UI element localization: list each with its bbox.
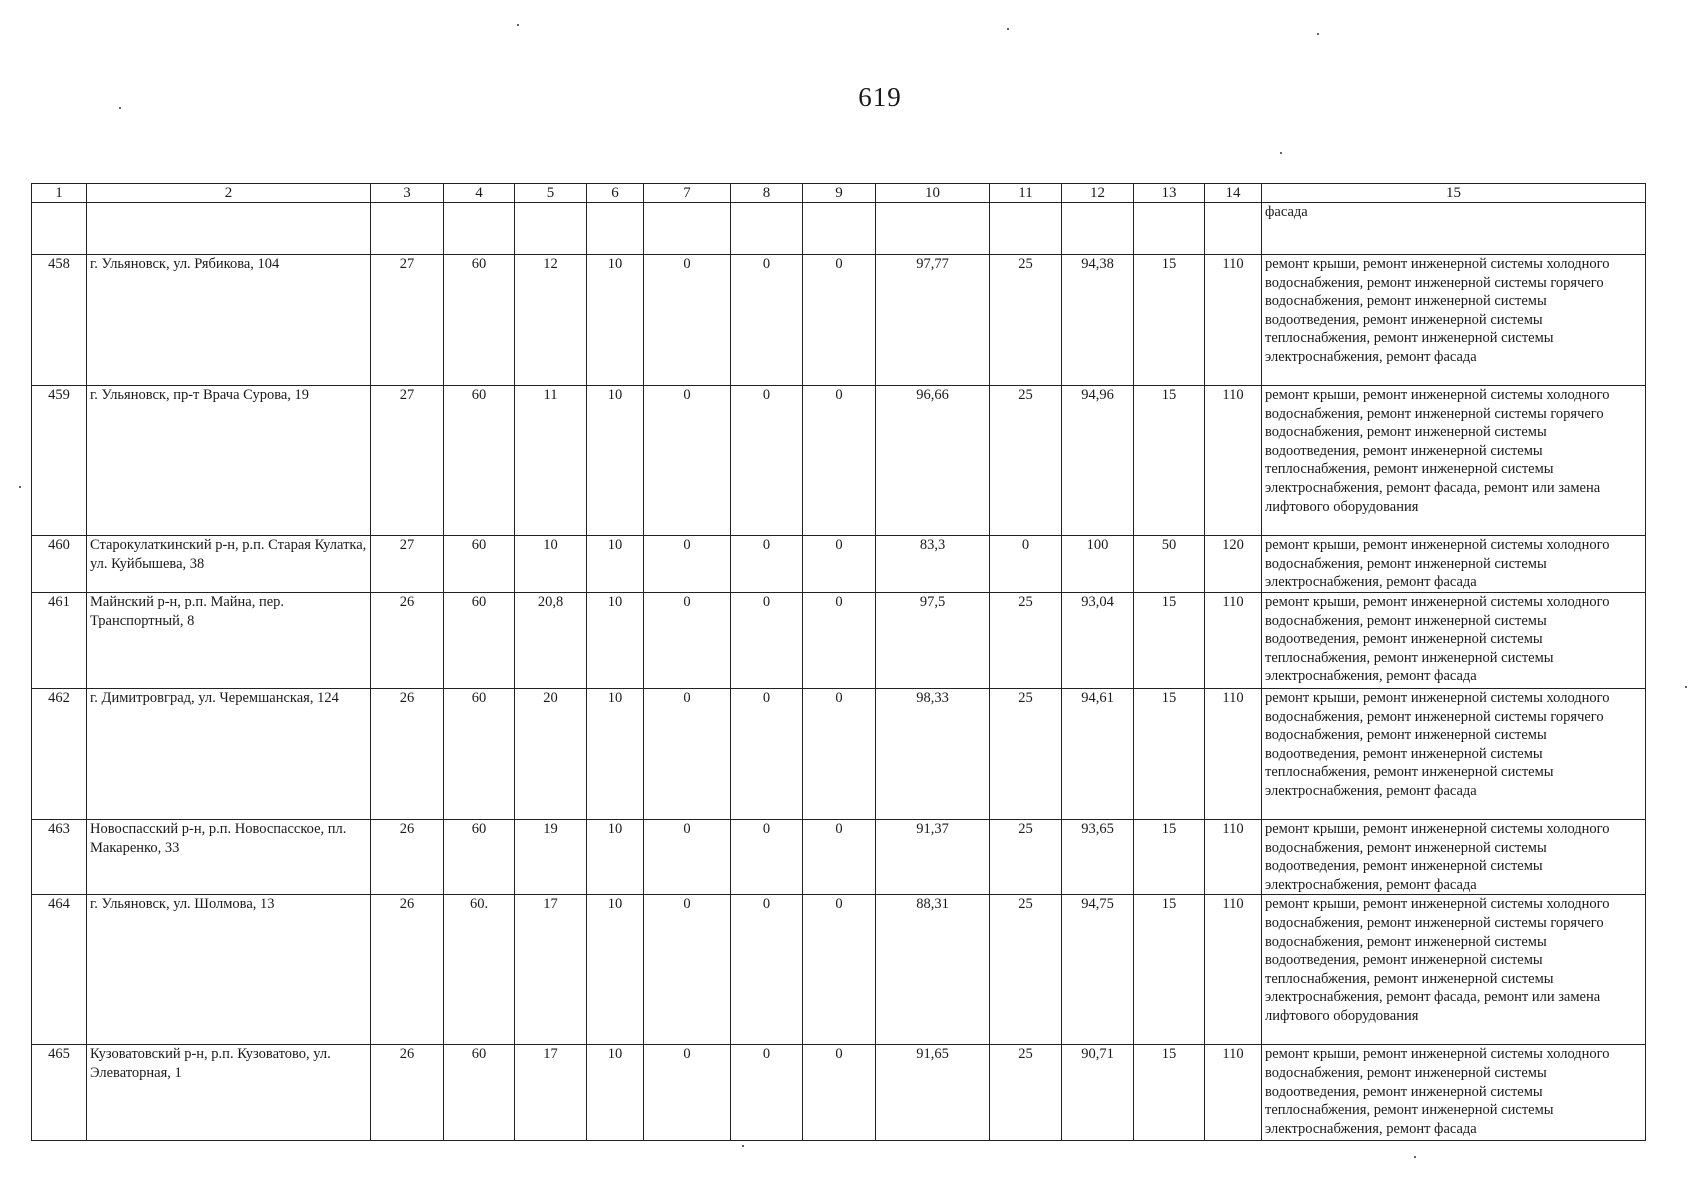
- col-8-cell: 0: [731, 255, 803, 386]
- col-6-cell: 10: [587, 820, 644, 895]
- col-13-cell: 15: [1134, 895, 1205, 1045]
- col-9-cell: 0: [803, 689, 876, 820]
- table-row: [32, 689, 1646, 820]
- col-5-cell: 17: [515, 895, 587, 1045]
- column-number: 4: [444, 184, 515, 203]
- col-11-cell: 25: [990, 593, 1062, 689]
- col-3-cell: 27: [371, 255, 444, 386]
- col-4-cell: 60: [444, 689, 515, 820]
- col-4-cell: 60: [444, 1045, 515, 1141]
- scan-speck: [19, 486, 21, 488]
- col-3-cell: 26: [371, 1045, 444, 1141]
- col-6-cell: 10: [587, 593, 644, 689]
- col-8-cell: 0: [731, 1045, 803, 1141]
- col-10-cell: 98,33: [876, 689, 990, 820]
- col-7-cell: 0: [644, 386, 731, 536]
- column-number: 1: [32, 184, 87, 203]
- col-9-cell: 0: [803, 895, 876, 1045]
- column-number: 12: [1062, 184, 1134, 203]
- column-number-row: [32, 184, 1646, 203]
- col-10-cell: 83,3: [876, 536, 990, 593]
- col-12-cell: 94,38: [1062, 255, 1134, 386]
- col-6-cell: 10: [587, 536, 644, 593]
- col-12-cell: 93,04: [1062, 593, 1134, 689]
- col-12-cell: 94,96: [1062, 386, 1134, 536]
- col-3-cell: 26: [371, 820, 444, 895]
- repair-works-cell: ремонт крыши, ремонт инженерной системы холодного водоснабжения, ремонт инженерной системы горячего водоснабжения, ремонт инженерной системы водоотведения, ремонт инженерной системы теплоснабжения, ремонт инженерной системы электроснабжения, ремонт фасада: [1262, 255, 1646, 386]
- col-9-cell: 0: [803, 593, 876, 689]
- col-6-cell: 10: [587, 895, 644, 1045]
- col-10-cell: 88,31: [876, 895, 990, 1045]
- col-7-cell: 0: [644, 593, 731, 689]
- table-row: [32, 1045, 1646, 1141]
- col-12-cell: 93,65: [1062, 820, 1134, 895]
- col-7-cell: 0: [644, 1045, 731, 1141]
- column-number: 15: [1262, 184, 1646, 203]
- col-9-cell: 0: [803, 255, 876, 386]
- row-number-cell: 461: [32, 593, 87, 689]
- col-12-cell: 90,71: [1062, 1045, 1134, 1141]
- table-row: [32, 820, 1646, 895]
- col-10-cell: 96,66: [876, 386, 990, 536]
- address-cell: Кузоватовский р-н, р.п. Кузоватово, ул. Элеваторная, 1: [87, 1045, 371, 1141]
- col-13-cell: 15: [1134, 386, 1205, 536]
- col-12-cell: 94,75: [1062, 895, 1134, 1045]
- col-5-cell: 12: [515, 255, 587, 386]
- col-13-cell: 15: [1134, 689, 1205, 820]
- continuation-row: [32, 203, 1646, 255]
- col-11-cell: 25: [990, 820, 1062, 895]
- col-11-cell: 25: [990, 386, 1062, 536]
- row-number-cell: 460: [32, 536, 87, 593]
- col-8-cell: 0: [731, 689, 803, 820]
- table-row: [32, 895, 1646, 1045]
- col-6-cell: 10: [587, 386, 644, 536]
- col-5-cell: 20,8: [515, 593, 587, 689]
- column-number: 14: [1205, 184, 1262, 203]
- scan-speck: [1280, 152, 1282, 154]
- col-3-cell: 26: [371, 895, 444, 1045]
- repair-works-cell: ремонт крыши, ремонт инженерной системы холодного водоснабжения, ремонт инженерной системы электроснабжения, ремонт фасада: [1262, 536, 1646, 593]
- col-14-cell: 110: [1205, 1045, 1262, 1141]
- col-4-cell: 60: [444, 255, 515, 386]
- col-11-cell: 0: [990, 536, 1062, 593]
- scan-speck: [517, 24, 519, 26]
- col-5-cell: 20: [515, 689, 587, 820]
- table-row: [32, 255, 1646, 386]
- col-14-cell: 110: [1205, 386, 1262, 536]
- col-7-cell: 0: [644, 255, 731, 386]
- row-number-cell: 465: [32, 1045, 87, 1141]
- col-6-cell: 10: [587, 1045, 644, 1141]
- scan-speck: [742, 1145, 744, 1147]
- col-11-cell: 25: [990, 895, 1062, 1045]
- column-number: 3: [371, 184, 444, 203]
- repair-program-table: [31, 183, 1646, 1141]
- col-14-cell: 120: [1205, 536, 1262, 593]
- continuation-text: фасада: [1262, 203, 1646, 255]
- repair-works-cell: ремонт крыши, ремонт инженерной системы холодного водоснабжения, ремонт инженерной системы горячего водоснабжения, ремонт инженерной системы водоотведения, ремонт инженерной системы теплоснабжения, ремонт инженерной системы электроснабжения, ремонт фасада, ремонт или замена лифтового оборудования: [1262, 895, 1646, 1045]
- col-3-cell: 26: [371, 689, 444, 820]
- address-cell: Старокулаткинский р-н, р.п. Старая Кулатка, ул. Куйбышева, 38: [87, 536, 371, 593]
- row-number-cell: 463: [32, 820, 87, 895]
- col-4-cell: 60: [444, 820, 515, 895]
- column-number: 8: [731, 184, 803, 203]
- col-7-cell: 0: [644, 820, 731, 895]
- repair-works-cell: ремонт крыши, ремонт инженерной системы холодного водоснабжения, ремонт инженерной системы водоотведения, ремонт инженерной системы электроснабжения, ремонт фасада: [1262, 820, 1646, 895]
- col-14-cell: 110: [1205, 689, 1262, 820]
- col-11-cell: 25: [990, 1045, 1062, 1141]
- repair-works-cell: ремонт крыши, ремонт инженерной системы холодного водоснабжения, ремонт инженерной системы горячего водоснабжения, ремонт инженерной системы водоотведения, ремонт инженерной системы теплоснабжения, ремонт инженерной системы электроснабжения, ремонт фасада, ремонт или замена лифтового оборудования: [1262, 386, 1646, 536]
- page-number: 619: [858, 82, 902, 112]
- col-7-cell: 0: [644, 895, 731, 1045]
- col-4-cell: 60.: [444, 895, 515, 1045]
- address-cell: Майнский р-н, р.п. Майна, пер. Транспортный, 8: [87, 593, 371, 689]
- scan-speck: [1317, 33, 1319, 35]
- col-8-cell: 0: [731, 820, 803, 895]
- column-number: 7: [644, 184, 731, 203]
- col-12-cell: 100: [1062, 536, 1134, 593]
- col-14-cell: 110: [1205, 820, 1262, 895]
- col-6-cell: 10: [587, 255, 644, 386]
- col-10-cell: 97,77: [876, 255, 990, 386]
- scan-speck: [1685, 686, 1687, 688]
- scan-speck: [119, 107, 121, 109]
- repair-works-cell: ремонт крыши, ремонт инженерной системы холодного водоснабжения, ремонт инженерной системы водоотведения, ремонт инженерной системы теплоснабжения, ремонт инженерной системы электроснабжения, ремонт фасада: [1262, 593, 1646, 689]
- row-number-cell: 462: [32, 689, 87, 820]
- column-number: 10: [876, 184, 990, 203]
- column-number: 13: [1134, 184, 1205, 203]
- col-7-cell: 0: [644, 536, 731, 593]
- scan-speck: [1007, 28, 1009, 30]
- col-3-cell: 26: [371, 593, 444, 689]
- col-13-cell: 50: [1134, 536, 1205, 593]
- address-cell: г. Ульяновск, ул. Шолмова, 13: [87, 895, 371, 1045]
- col-13-cell: 15: [1134, 820, 1205, 895]
- col-8-cell: 0: [731, 593, 803, 689]
- col-8-cell: 0: [731, 895, 803, 1045]
- address-cell: г. Ульяновск, пр-т Врача Сурова, 19: [87, 386, 371, 536]
- col-7-cell: 0: [644, 689, 731, 820]
- scan-speck: [1414, 1156, 1416, 1158]
- col-14-cell: 110: [1205, 593, 1262, 689]
- column-number: 6: [587, 184, 644, 203]
- table-body: [32, 255, 1646, 1141]
- col-9-cell: 0: [803, 820, 876, 895]
- row-number-cell: 459: [32, 386, 87, 536]
- col-5-cell: 17: [515, 1045, 587, 1141]
- column-number: 5: [515, 184, 587, 203]
- column-number: 2: [87, 184, 371, 203]
- col-14-cell: 110: [1205, 895, 1262, 1045]
- col-10-cell: 91,37: [876, 820, 990, 895]
- col-9-cell: 0: [803, 536, 876, 593]
- table-row: [32, 536, 1646, 593]
- col-11-cell: 25: [990, 255, 1062, 386]
- col-4-cell: 60: [444, 386, 515, 536]
- table-row: [32, 386, 1646, 536]
- col-5-cell: 19: [515, 820, 587, 895]
- col-3-cell: 27: [371, 386, 444, 536]
- address-cell: г. Ульяновск, ул. Рябикова, 104: [87, 255, 371, 386]
- col-12-cell: 94,61: [1062, 689, 1134, 820]
- col-8-cell: 0: [731, 536, 803, 593]
- table-row: [32, 593, 1646, 689]
- col-4-cell: 60: [444, 536, 515, 593]
- col-14-cell: 110: [1205, 255, 1262, 386]
- col-13-cell: 15: [1134, 255, 1205, 386]
- col-9-cell: 0: [803, 1045, 876, 1141]
- col-10-cell: 91,65: [876, 1045, 990, 1141]
- col-5-cell: 11: [515, 386, 587, 536]
- col-3-cell: 27: [371, 536, 444, 593]
- col-13-cell: 15: [1134, 593, 1205, 689]
- address-cell: Новоспасский р-н, р.п. Новоспасское, пл. Макаренко, 33: [87, 820, 371, 895]
- col-4-cell: 60: [444, 593, 515, 689]
- repair-works-cell: ремонт крыши, ремонт инженерной системы холодного водоснабжения, ремонт инженерной системы водоотведения, ремонт инженерной системы теплоснабжения, ремонт инженерной системы электроснабжения, ремонт фасада: [1262, 1045, 1646, 1141]
- column-number: 11: [990, 184, 1062, 203]
- column-number: 9: [803, 184, 876, 203]
- col-8-cell: 0: [731, 386, 803, 536]
- col-13-cell: 15: [1134, 1045, 1205, 1141]
- address-cell: г. Димитровград, ул. Черемшанская, 124: [87, 689, 371, 820]
- repair-works-cell: ремонт крыши, ремонт инженерной системы холодного водоснабжения, ремонт инженерной системы горячего водоснабжения, ремонт инженерной системы водоотведения, ремонт инженерной системы теплоснабжения, ремонт инженерной системы электроснабжения, ремонт фасада: [1262, 689, 1646, 820]
- col-6-cell: 10: [587, 689, 644, 820]
- col-9-cell: 0: [803, 386, 876, 536]
- col-10-cell: 97,5: [876, 593, 990, 689]
- row-number-cell: 464: [32, 895, 87, 1045]
- col-5-cell: 10: [515, 536, 587, 593]
- row-number-cell: 458: [32, 255, 87, 386]
- col-11-cell: 25: [990, 689, 1062, 820]
